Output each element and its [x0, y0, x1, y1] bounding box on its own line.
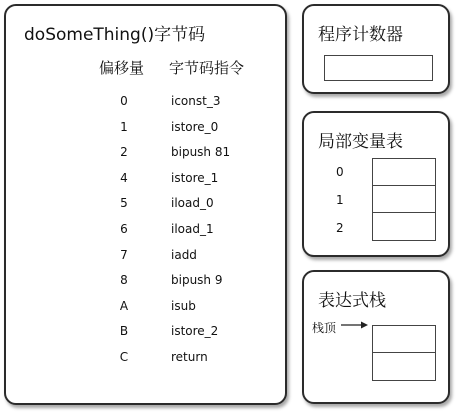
local-variable-table-title: 局部变量表: [318, 132, 403, 152]
program-counter-box: [324, 55, 433, 81]
bytecode-offset: 4: [120, 170, 128, 185]
operand-stack-panel: [302, 270, 450, 404]
bytecode-row: [6, 94, 285, 114]
operand-stack-slots: [372, 325, 436, 381]
local-slot-index: 0: [336, 165, 344, 179]
bytecode-instruction: iload_0: [171, 196, 214, 211]
bytecode-row: [6, 171, 285, 191]
local-slot-index: 1: [336, 193, 344, 207]
bytecode-row: [6, 273, 285, 293]
bytecode-instruction: istore_2: [171, 324, 219, 339]
local-variable-table-panel: [302, 111, 450, 257]
bytecode-instruction: iadd: [171, 247, 197, 262]
bytecode-title: doSomeThing()字节码: [24, 25, 206, 45]
stack-slot-cell: [373, 353, 435, 380]
local-variable-slots: [372, 158, 436, 241]
bytecode-row: [6, 222, 285, 242]
bytecode-row: [6, 120, 285, 140]
bytecode-instruction: bipush 9: [171, 273, 223, 288]
bytecode-offset: A: [119, 298, 129, 313]
bytecode-row: [6, 324, 285, 344]
program-counter-title: 程序计数器: [318, 25, 403, 45]
bytecode-instruction: iload_1: [171, 222, 214, 236]
bytecode-offset: 2: [120, 145, 128, 160]
local-slot-cell: [373, 213, 435, 240]
bytecode-instruction: istore_0: [171, 119, 219, 134]
local-slot-cell: [373, 186, 435, 213]
bytecode-row: [6, 299, 285, 319]
program-counter-panel: [302, 4, 450, 94]
offset-column-header: 偏移量: [99, 59, 145, 77]
bytecode-instruction: bipush 81: [171, 145, 231, 160]
bytecode-offset: 0: [120, 94, 128, 108]
bytecode-row: [6, 145, 285, 165]
bytecode-row: [6, 196, 285, 216]
bytecode-instruction: istore_1: [171, 170, 219, 185]
bytecode-offset: B: [119, 324, 129, 339]
operand-stack-title: 表达式栈: [318, 291, 386, 311]
stack-top-arrow-icon: [341, 320, 369, 330]
bytecode-offset: 7: [120, 247, 128, 262]
bytecode-row: [6, 248, 285, 268]
bytecode-offset: 5: [120, 196, 128, 211]
instruction-column-header: 字节码指令: [169, 59, 245, 77]
bytecode-row: [6, 350, 285, 370]
local-slot-cell: [373, 159, 435, 186]
bytecode-offset: 1: [120, 119, 128, 134]
local-slot-index: 2: [336, 221, 344, 235]
bytecode-offset: 6: [120, 222, 128, 236]
bytecode-offset: 8: [120, 273, 128, 288]
bytecode-panel: [4, 4, 287, 405]
stack-top-label: 栈顶: [312, 321, 337, 335]
bytecode-instruction: isub: [171, 298, 196, 313]
stack-slot-cell: [373, 326, 435, 353]
bytecode-instruction: iconst_3: [171, 94, 221, 108]
bytecode-instruction: return: [171, 350, 208, 364]
bytecode-offset: C: [119, 350, 129, 364]
